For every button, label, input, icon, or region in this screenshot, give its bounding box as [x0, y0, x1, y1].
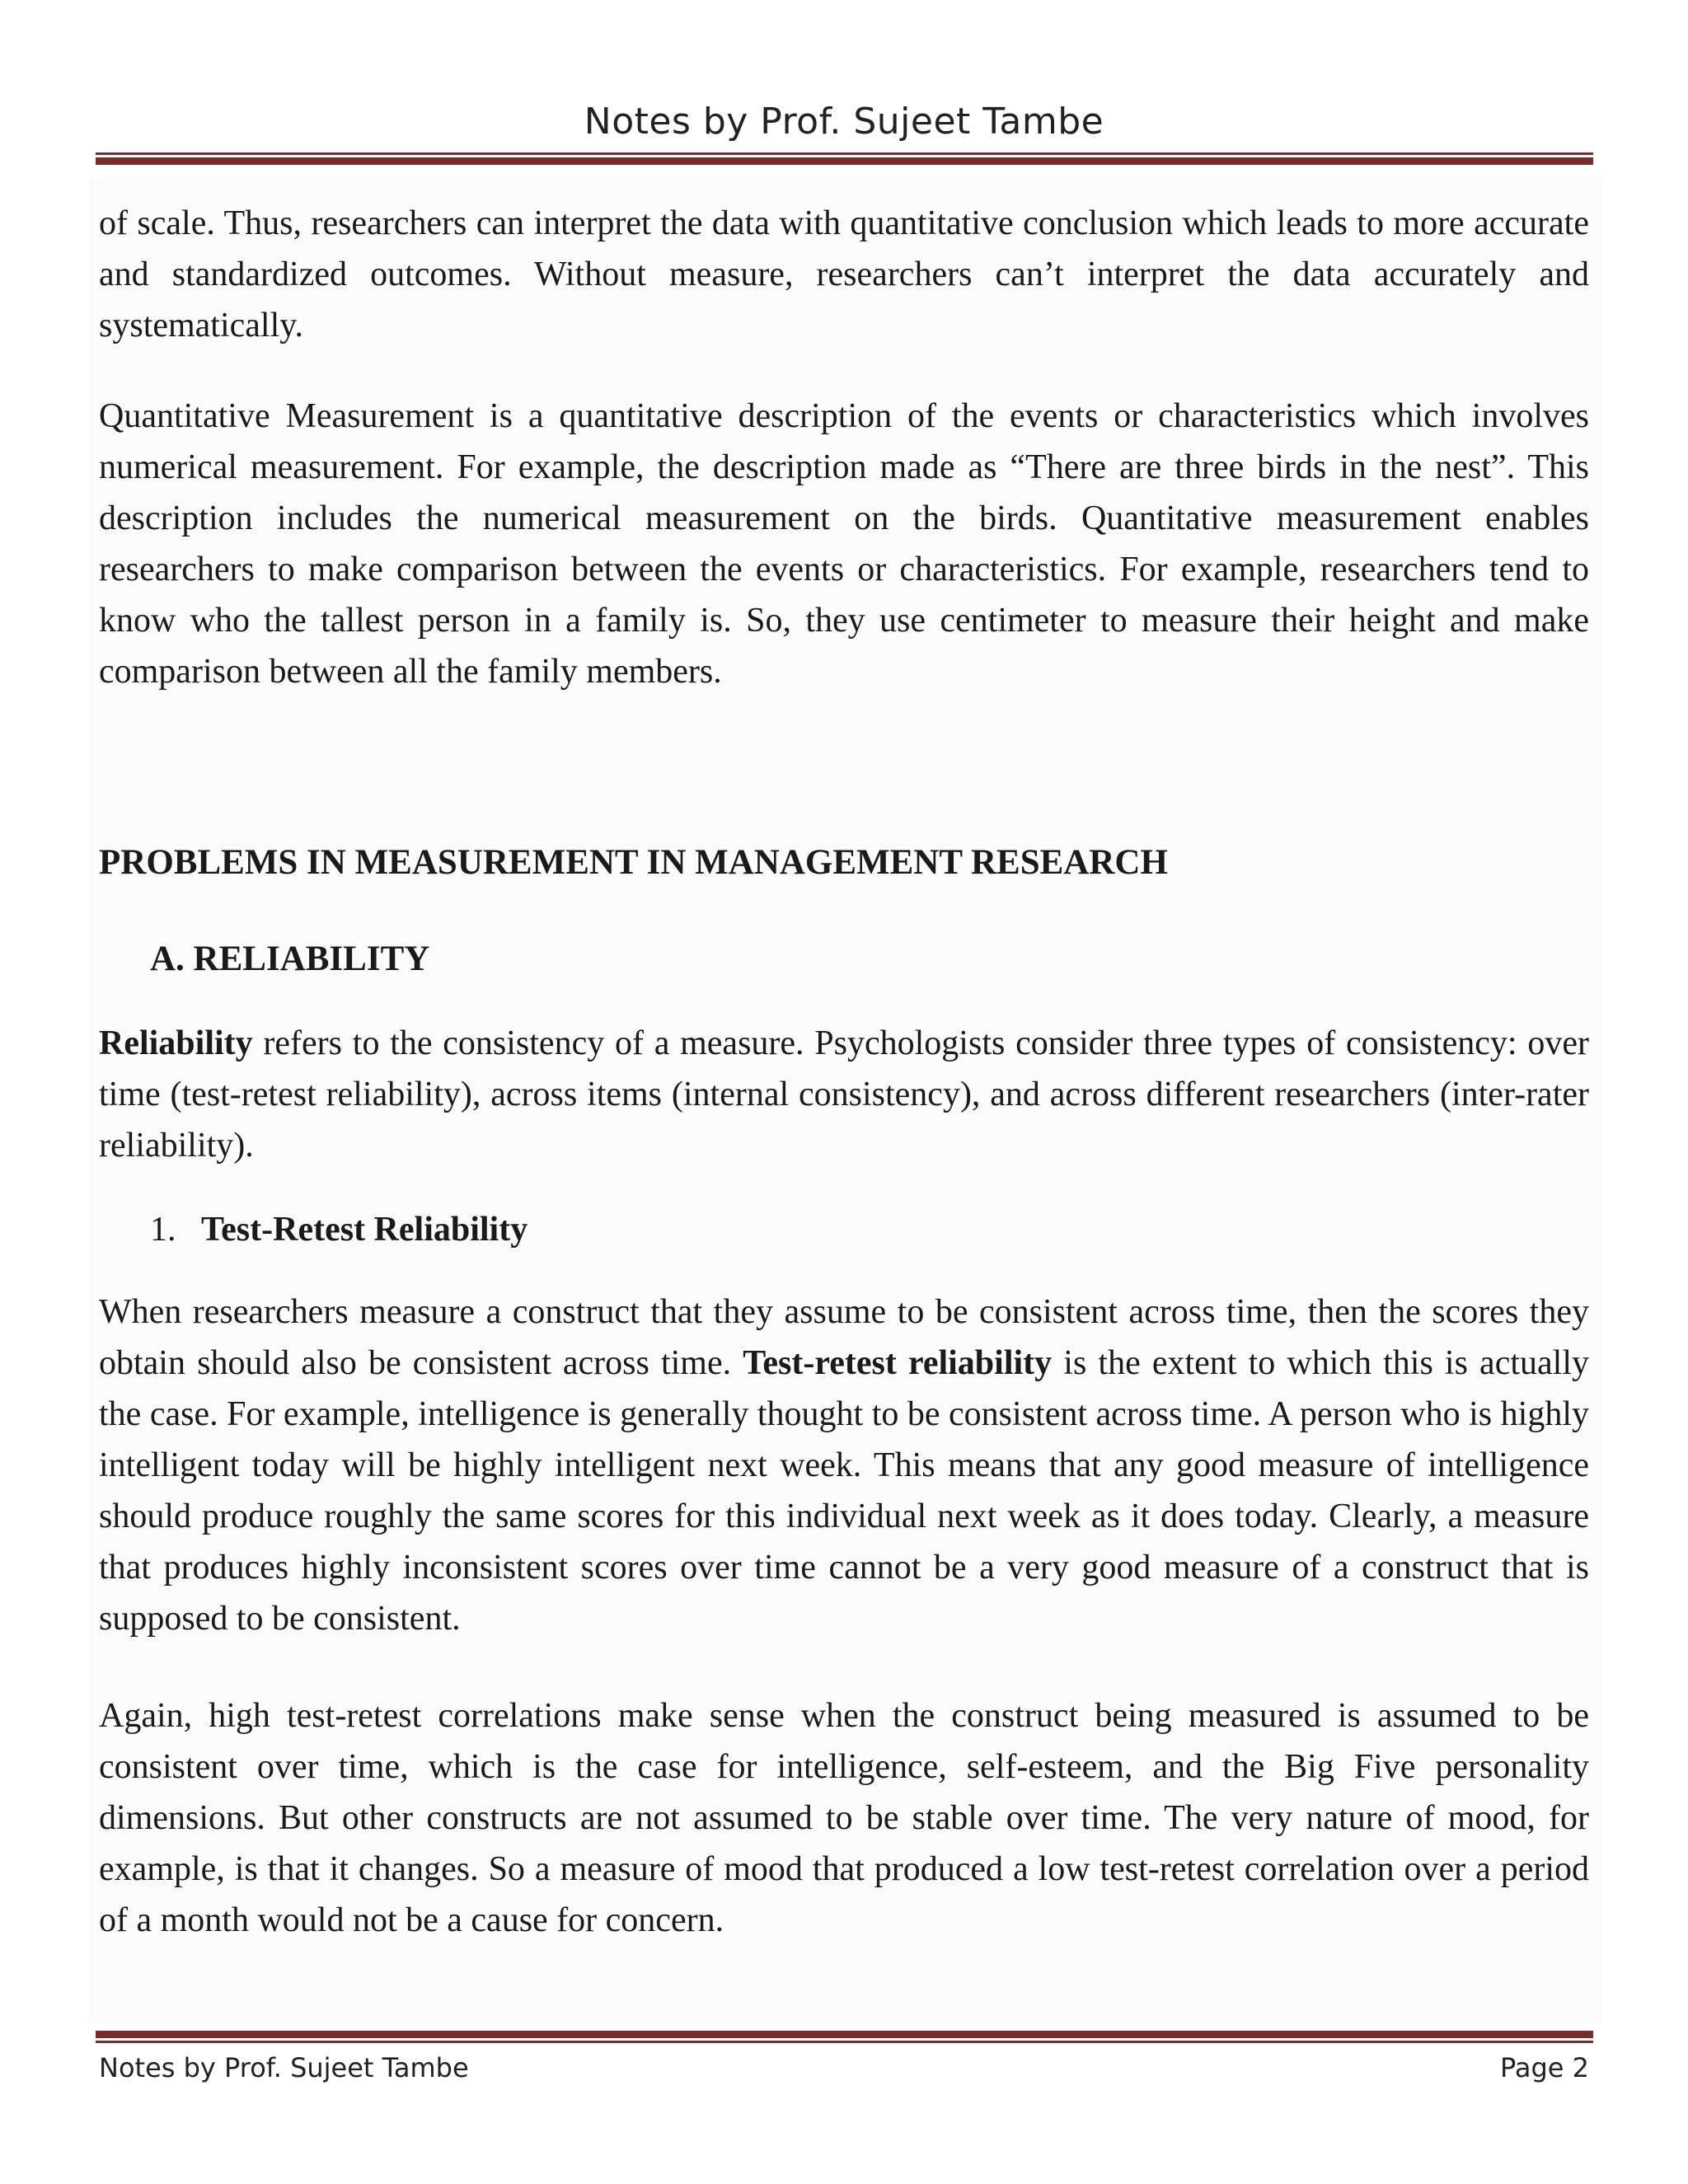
- item-number: 1.: [150, 1211, 176, 1249]
- numbered-item-test-retest: [99, 1204, 1589, 1255]
- paragraph-correlations: Again, high test-retest correlations make sense when the construct being measured is assumed to be consistent over time, which is the case for intelligence, self-esteem, and the Big Five personality dimensions. But other constructs are not assumed to be stable over time. The very nature of mood, for example, is that it changes. So a measure of mood that produced a low test-retest correlation over a period of a month would not be a cause for concern.: [99, 1697, 1589, 1939]
- footer-rule-thin: [96, 2041, 1593, 2043]
- paragraph-quantitative-measurement: Quantitative Measurement is a quantitative description of the events or characteristics which involves numerical measurement. For example, the description made as “There are three birds in the nest”. This description includes the numerical measurement on the birds. Quantitative measurement enables researchers to make comparison between the events or characteristics. For example, researchers tend to know who the tallest person in a family is. So, they use centimeter to measure their height and make comparison between all the family members.: [99, 397, 1589, 691]
- paragraph-scale: of scale. Thus, researchers can interpret the data with quantitative conclusion which leads to more accurate and standardized outcomes. Without measure, researchers can’t interpret the data accurately and systematically.: [99, 204, 1589, 344]
- page-content: [99, 198, 1589, 1946]
- reliability-term: Reliability: [99, 1024, 253, 1062]
- test-retest-text-2: is the extent to which this is actually the case. For example, intelligence is generally thought to be consistent across time. A person who is highly intelligent today will be highly intelligent next week. This means that any good measure of intelligence should produce roughly the same scores for this individual next week as it does today. Clearly, a measure that produces highly inconsistent scores over time cannot be a very good measure of a construct that is supposed to be consistent.: [99, 1344, 1589, 1638]
- header-rule-thin: [96, 152, 1593, 155]
- footer-page-number: Page 2: [1500, 2052, 1589, 2083]
- item-title: Test-Retest Reliability: [201, 1211, 528, 1249]
- paragraph-reliability: [99, 1018, 1589, 1171]
- section-heading: PROBLEMS IN MEASUREMENT IN MANAGEMENT RESEARCH: [99, 843, 1168, 882]
- reliability-definition: refers to the consistency of a measure. Psychologists consider three types of consistency: over time (test-retest reliability), across items (internal consistency), and across different researchers (inter-rater reliability).: [99, 1024, 1589, 1165]
- test-retest-text-1: When researchers measure a construct that they assume to be consistent across time, then the scores they obtain should also be consistent across time.: [99, 1293, 1589, 1382]
- test-retest-term: Test-retest reliability: [743, 1344, 1053, 1382]
- subsection-heading-reliability: A. RELIABILITY: [150, 940, 430, 978]
- paragraph-test-retest: [99, 1286, 1589, 1644]
- footer-rule-thick: [96, 2031, 1593, 2038]
- footer-author: Notes by Prof. Sujeet Tambe: [99, 2052, 469, 2083]
- header-rule-thick: [96, 157, 1593, 165]
- header-title: Notes by Prof. Sujeet Tambe: [584, 101, 1104, 143]
